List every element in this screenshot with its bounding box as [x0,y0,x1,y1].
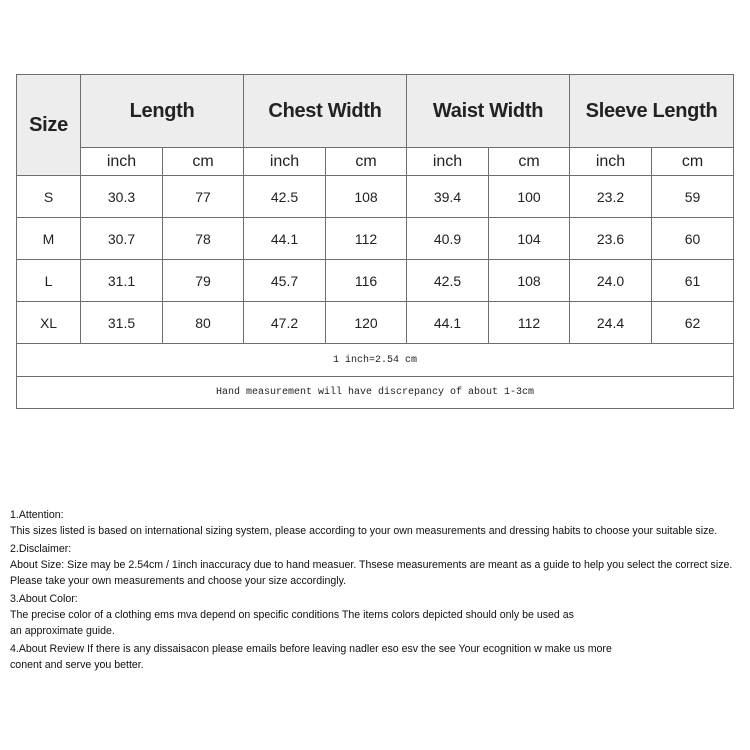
table-cell: 40.9 [407,218,489,260]
table-row [17,176,734,218]
color-note [10,591,745,639]
table-cell: 42.5 [407,260,489,302]
unit-cell: cm [326,148,407,176]
attention-title: 1.Attention: [10,509,64,521]
attention-note [10,507,745,539]
unit-row [17,148,734,176]
header-chest-width: Chest Width [244,75,407,148]
table-row [17,218,734,260]
header-sleeve-length: Sleeve Length [570,75,734,148]
table-cell: 116 [326,260,407,302]
size-cell: M [17,218,81,260]
color-text-line: an approximate guide. [10,625,115,637]
table-cell: 30.3 [81,176,163,218]
table-cell: 77 [163,176,244,218]
notes-section [10,507,745,675]
table-cell: 47.2 [244,302,326,344]
unit-cell: inch [244,148,326,176]
table-cell: 61 [652,260,734,302]
disclaimer-text-line: About Size: Size may be 2.54cm / 1inch inaccuracy due to hand measuer. Thsese measurements are meant as a guide to help you select the correct size. [10,559,733,571]
unit-cell: inch [81,148,163,176]
table-cell: 60 [652,218,734,260]
unit-cell: cm [652,148,734,176]
discrepancy-note-row [17,377,734,409]
header-row [17,75,734,148]
size-cell: XL [17,302,81,344]
table-cell: 42.5 [244,176,326,218]
table-cell: 23.2 [570,176,652,218]
size-chart-table [16,74,734,409]
disclaimer-text-line: Please take your own measurements and choose your size accordingly. [10,575,347,587]
table-row [17,260,734,302]
unit-cell: cm [489,148,570,176]
table-cell: 80 [163,302,244,344]
review-text-line: 4.About Review If there is any dissaisacon please emails before leaving nadler eso esv the see Your ecognition w make us more [10,643,612,655]
table-cell: 120 [326,302,407,344]
table-cell: 108 [489,260,570,302]
table-cell: 112 [489,302,570,344]
table-cell: 39.4 [407,176,489,218]
table-cell: 104 [489,218,570,260]
table-cell: 79 [163,260,244,302]
header-size: Size [17,75,81,176]
table-cell: 112 [326,218,407,260]
table-cell: 31.1 [81,260,163,302]
size-cell: L [17,260,81,302]
disclaimer-note [10,541,745,589]
table-cell: 108 [326,176,407,218]
size-cell: S [17,176,81,218]
review-note [10,641,745,673]
header-waist-width: Waist Width [407,75,570,148]
unit-cell: inch [570,148,652,176]
table-cell: 44.1 [244,218,326,260]
table-cell: 100 [489,176,570,218]
table-cell: 45.7 [244,260,326,302]
table-cell: 31.5 [81,302,163,344]
color-title: 3.About Color: [10,593,78,605]
table-cell: 23.6 [570,218,652,260]
table-cell: 78 [163,218,244,260]
table-cell: 30.7 [81,218,163,260]
discrepancy-note: Hand measurement will have discrepancy of about 1-3cm [17,377,734,409]
attention-text: This sizes listed is based on international sizing system, please according to your own measurements and dressing habits to choose your suitable size. [10,525,718,537]
table-cell: 24.4 [570,302,652,344]
review-text-line: conent and serve you better. [10,659,144,671]
color-text-line: The precise color of a clothing ems mva depend on specific conditions The items colors depicted should only be used as [10,609,574,621]
conversion-note-row [17,344,734,377]
header-length: Length [81,75,244,148]
conversion-note: 1 inch=2.54 cm [17,344,734,377]
table-row [17,302,734,344]
table-cell: 24.0 [570,260,652,302]
table-cell: 62 [652,302,734,344]
unit-cell: cm [163,148,244,176]
unit-cell: inch [407,148,489,176]
table-cell: 59 [652,176,734,218]
disclaimer-title: 2.Disclaimer: [10,543,72,555]
table-cell: 44.1 [407,302,489,344]
